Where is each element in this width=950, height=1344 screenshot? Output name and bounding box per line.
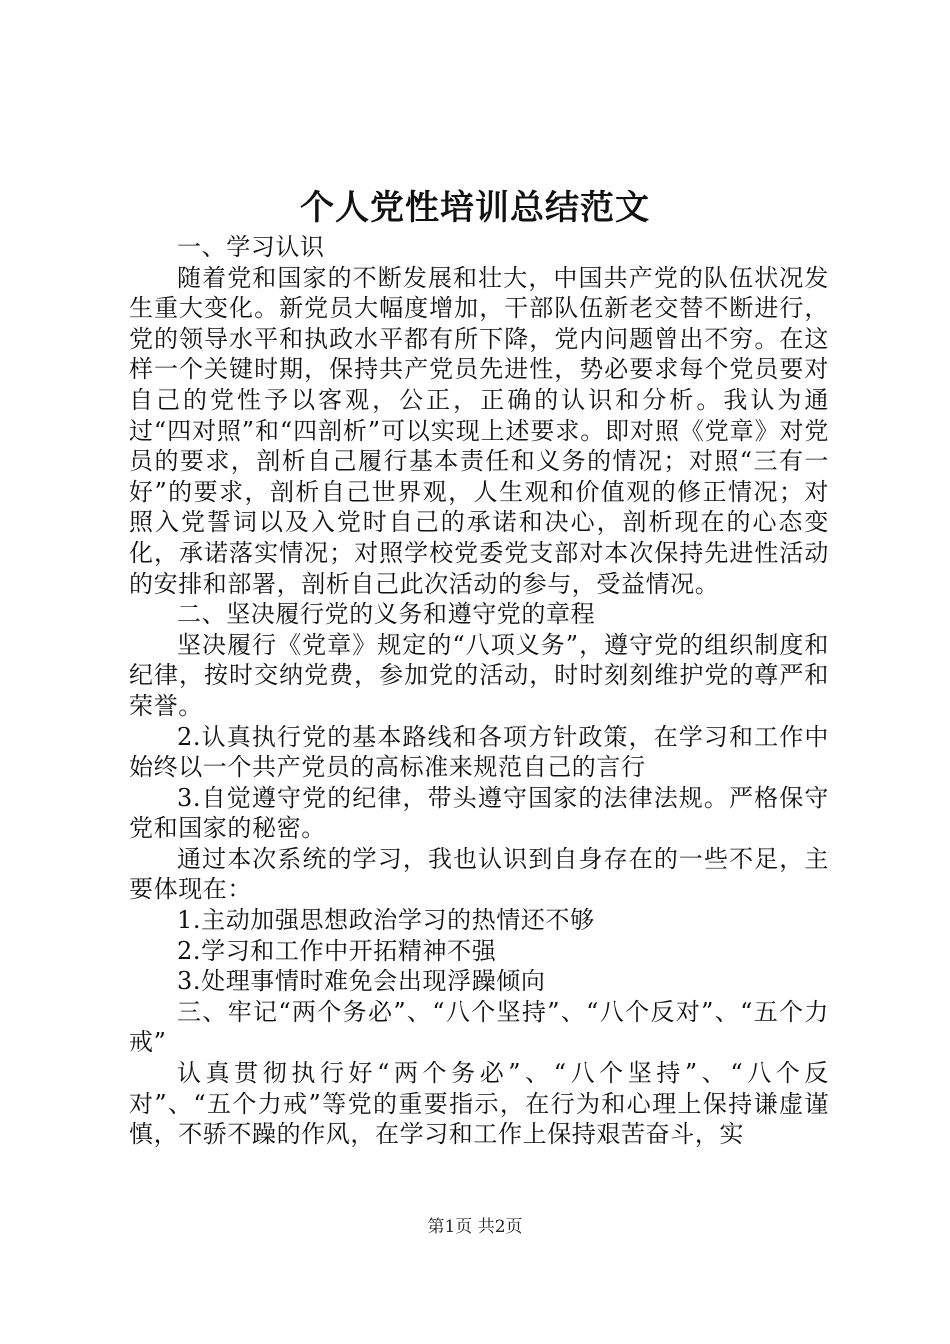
- section-heading-3: 三、牢记“两个务必”、“八个坚持”、“八个反对”、“五个力戒”: [129, 997, 829, 1057]
- paragraph: 随着党和国家的不断发展和壮大，中国共产党的队伍状况发生重大变化。新党员大幅度增加，干部队伍新老交替不断进行，党的领导水平和执政水平都有所下降，党内问题曾出不穷。在这样一个关键时期，保持共产党员先进性，势必要求每个党员要对自己的党性予以客观，公正，正确的认识和分析。我认为通过“四对照”和“四剖析”可以实现上述要求。即对照《党章》对党员的要求，剖析自己履行基本责任和义务的情况；对照“三有一好”的要求，剖析自己世界观，人生观和价值观的修正情况；对照入党誓词以及入党时自己的承诺和决心，剖析现在的心态变化，承诺落实情况；对照学校党委党支部对本次保持先进性活动的安排和部署，剖析自己此次活动的参与，受益情况。: [129, 263, 829, 598]
- paragraph: 通过本次系统的学习，我也认识到自身存在的一些不足，主要体现在：: [129, 844, 829, 904]
- paragraph: 认真贯彻执行好“两个务必”、“八个坚持”、“八个反对”、“五个力戒”等党的重要指示，在行为和心理上保持谦虚谨慎，不骄不躁的作风，在学习和工作上保持艰苦奋斗，实: [129, 1059, 829, 1149]
- page-number: 第1页 共2页: [427, 1217, 523, 1237]
- document-body: [129, 232, 829, 1150]
- list-item: 1.主动加强思想政治学习的热情还不够: [177, 906, 595, 935]
- section-heading-2: 二、坚决履行党的义务和遵守党的章程: [177, 600, 596, 629]
- list-item: 3.自觉遵守党的纪律，带头遵守国家的法律法规。严格保守党和国家的秘密。: [129, 783, 829, 843]
- section-heading-1: 一、学习认识: [177, 233, 325, 261]
- list-item: 2.学习和工作中开拓精神不强: [177, 936, 497, 965]
- list-item: 2.认真执行党的基本路线和各项方针政策，在学习和工作中始终以一个共产党员的高标准来规范自己的言行: [129, 722, 829, 782]
- document-title: 个人党性培训总结范文: [300, 188, 650, 228]
- paragraph: 坚决履行《党章》规定的“八项义务”，遵守党的组织制度和纪律，按时交纳党费，参加党的活动，时时刻刻维护党的尊严和荣誉。: [129, 630, 829, 720]
- list-item: 3.处理事情时难免会出现浮躁倾向: [177, 967, 546, 996]
